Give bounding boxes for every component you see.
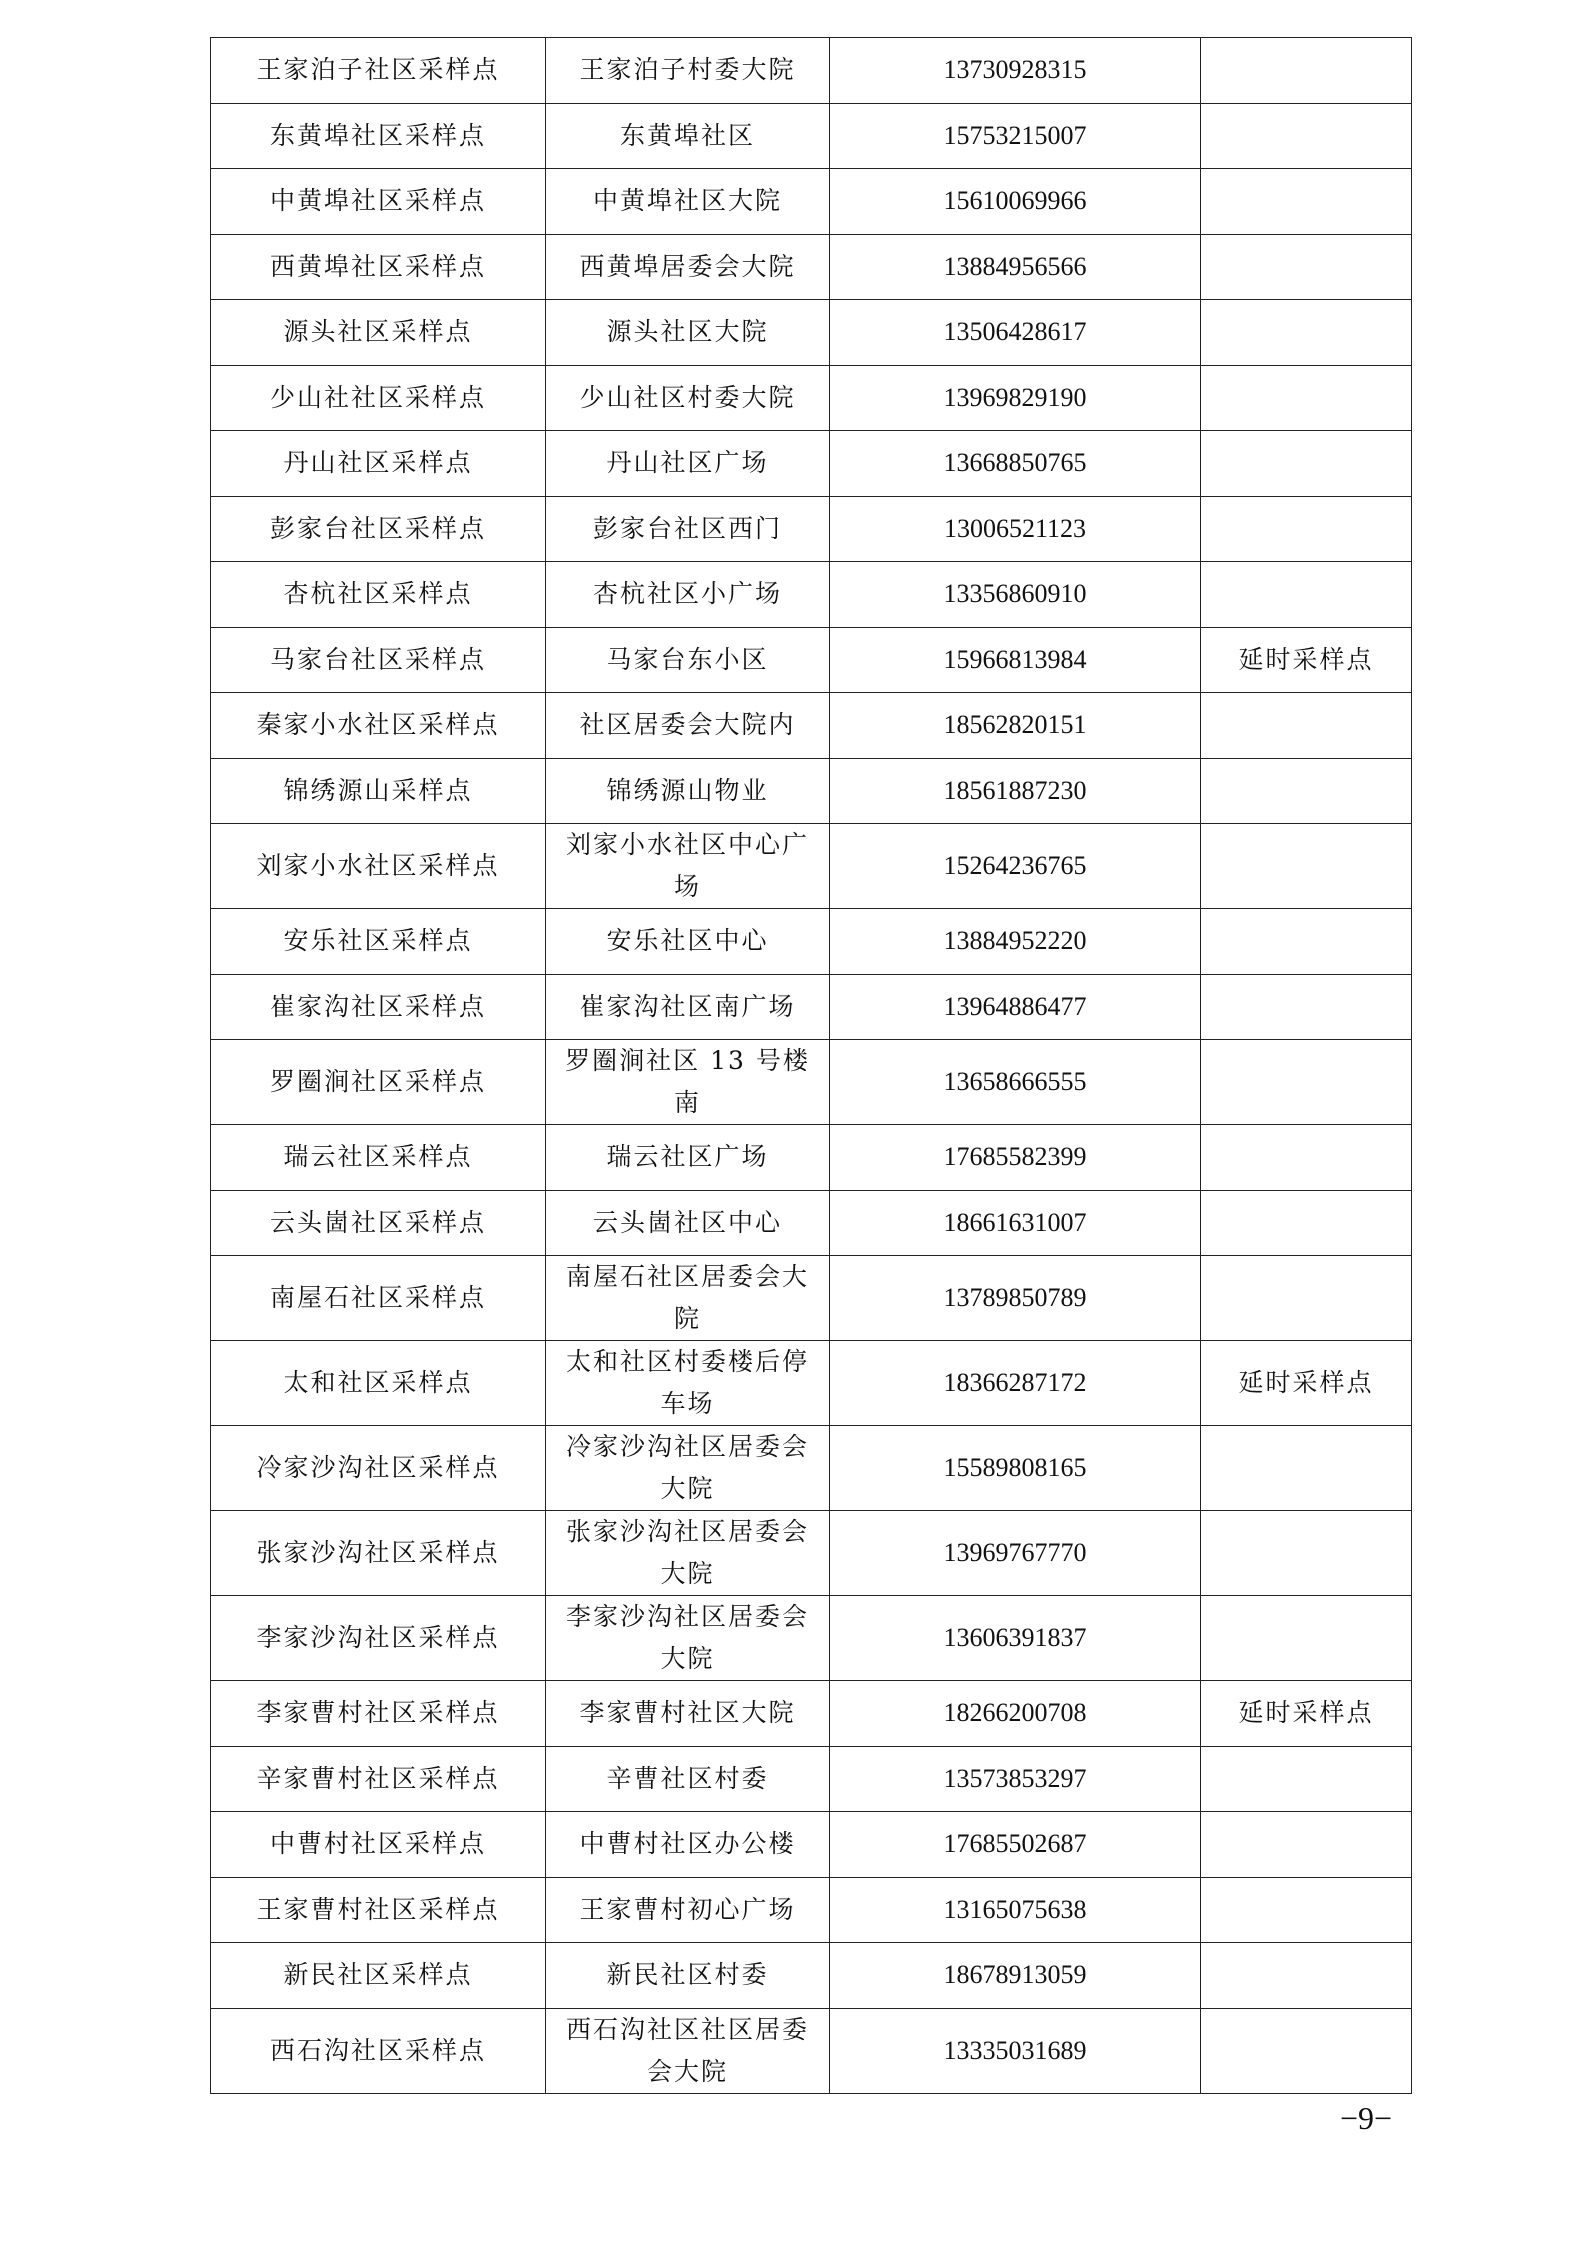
phone-cell: 13969829190 <box>830 365 1201 431</box>
location-cell: 东黄埠社区 <box>546 103 830 169</box>
site-name-cell: 冷家沙沟社区采样点 <box>211 1426 546 1511</box>
location-cell: 罗圈涧社区 13 号楼南 <box>546 1040 830 1125</box>
phone-cell: 13789850789 <box>830 1256 1201 1341</box>
note-cell <box>1201 693 1412 759</box>
site-name-cell: 李家沙沟社区采样点 <box>211 1596 546 1681</box>
location-cell: 中曹村社区办公楼 <box>546 1812 830 1878</box>
location-cell: 云头崮社区中心 <box>546 1190 830 1256</box>
site-name-cell: 南屋石社区采样点 <box>211 1256 546 1341</box>
table-row <box>211 1596 1412 1681</box>
site-name-cell: 太和社区采样点 <box>211 1341 546 1426</box>
table-row <box>211 38 1412 104</box>
location-cell: 冷家沙沟社区居委会大院 <box>546 1426 830 1511</box>
phone-cell: 18561887230 <box>830 758 1201 824</box>
site-name-cell: 刘家小水社区采样点 <box>211 824 546 909</box>
location-cell: 社区居委会大院内 <box>546 693 830 759</box>
note-cell <box>1201 1190 1412 1256</box>
site-name-cell: 秦家小水社区采样点 <box>211 693 546 759</box>
note-cell <box>1201 562 1412 628</box>
phone-cell: 15966813984 <box>830 627 1201 693</box>
phone-cell: 13335031689 <box>830 2008 1201 2093</box>
table-row <box>211 627 1412 693</box>
note-cell <box>1201 1125 1412 1191</box>
table-row <box>211 300 1412 366</box>
phone-cell: 13884952220 <box>830 909 1201 975</box>
site-name-cell: 王家曹村社区采样点 <box>211 1877 546 1943</box>
note-cell: 延时采样点 <box>1201 627 1412 693</box>
location-cell: 源头社区大院 <box>546 300 830 366</box>
site-name-cell: 彭家台社区采样点 <box>211 496 546 562</box>
site-name-cell: 张家沙沟社区采样点 <box>211 1511 546 1596</box>
location-cell: 杏杭社区小广场 <box>546 562 830 628</box>
table-body <box>211 38 1412 2094</box>
location-cell: 南屋石社区居委会大院 <box>546 1256 830 1341</box>
location-cell: 王家泊子村委大院 <box>546 38 830 104</box>
site-name-cell: 王家泊子社区采样点 <box>211 38 546 104</box>
note-cell <box>1201 1943 1412 2009</box>
table-row <box>211 496 1412 562</box>
phone-cell: 13506428617 <box>830 300 1201 366</box>
location-cell: 新民社区村委 <box>546 1943 830 2009</box>
table-row <box>211 974 1412 1040</box>
site-name-cell: 李家曹村社区采样点 <box>211 1681 546 1747</box>
location-cell: 马家台东小区 <box>546 627 830 693</box>
note-cell <box>1201 1511 1412 1596</box>
table-row <box>211 1511 1412 1596</box>
table-row <box>211 1877 1412 1943</box>
phone-cell: 13884956566 <box>830 234 1201 300</box>
phone-cell: 13969767770 <box>830 1511 1201 1596</box>
note-cell <box>1201 1812 1412 1878</box>
site-name-cell: 丹山社区采样点 <box>211 431 546 497</box>
sampling-sites-table <box>210 37 1412 2094</box>
site-name-cell: 崔家沟社区采样点 <box>211 974 546 1040</box>
location-cell: 彭家台社区西门 <box>546 496 830 562</box>
site-name-cell: 源头社区采样点 <box>211 300 546 366</box>
note-cell <box>1201 1040 1412 1125</box>
location-cell: 张家沙沟社区居委会大院 <box>546 1511 830 1596</box>
note-cell <box>1201 365 1412 431</box>
table-row <box>211 1426 1412 1511</box>
table-row <box>211 1943 1412 2009</box>
location-cell: 辛曹社区村委 <box>546 1746 830 1812</box>
phone-cell: 15753215007 <box>830 103 1201 169</box>
site-name-cell: 瑞云社区采样点 <box>211 1125 546 1191</box>
table-row <box>211 103 1412 169</box>
note-cell <box>1201 496 1412 562</box>
phone-cell: 18661631007 <box>830 1190 1201 1256</box>
note-cell <box>1201 974 1412 1040</box>
phone-cell: 13356860910 <box>830 562 1201 628</box>
note-cell <box>1201 300 1412 366</box>
site-name-cell: 安乐社区采样点 <box>211 909 546 975</box>
table-row <box>211 2008 1412 2093</box>
table-row <box>211 1812 1412 1878</box>
note-cell: 延时采样点 <box>1201 1341 1412 1426</box>
note-cell <box>1201 431 1412 497</box>
site-name-cell: 新民社区采样点 <box>211 1943 546 2009</box>
phone-cell: 13668850765 <box>830 431 1201 497</box>
phone-cell: 13658666555 <box>830 1040 1201 1125</box>
note-cell <box>1201 103 1412 169</box>
site-name-cell: 杏杭社区采样点 <box>211 562 546 628</box>
site-name-cell: 中曹村社区采样点 <box>211 1812 546 1878</box>
table-row <box>211 169 1412 235</box>
location-cell: 李家曹村社区大院 <box>546 1681 830 1747</box>
note-cell <box>1201 169 1412 235</box>
note-cell <box>1201 1877 1412 1943</box>
phone-cell: 13165075638 <box>830 1877 1201 1943</box>
table-row <box>211 1341 1412 1426</box>
table-row <box>211 1125 1412 1191</box>
phone-cell: 15589808165 <box>830 1426 1201 1511</box>
location-cell: 李家沙沟社区居委会大院 <box>546 1596 830 1681</box>
location-cell: 中黄埠社区大院 <box>546 169 830 235</box>
phone-cell: 13964886477 <box>830 974 1201 1040</box>
phone-cell: 13606391837 <box>830 1596 1201 1681</box>
table-row <box>211 1256 1412 1341</box>
table-row <box>211 1040 1412 1125</box>
site-name-cell: 中黄埠社区采样点 <box>211 169 546 235</box>
note-cell <box>1201 909 1412 975</box>
phone-cell: 15610069966 <box>830 169 1201 235</box>
site-name-cell: 西石沟社区采样点 <box>211 2008 546 2093</box>
phone-cell: 13573853297 <box>830 1746 1201 1812</box>
note-cell <box>1201 1596 1412 1681</box>
table-row <box>211 431 1412 497</box>
location-cell: 锦绣源山物业 <box>546 758 830 824</box>
table-row <box>211 365 1412 431</box>
phone-cell: 18266200708 <box>830 1681 1201 1747</box>
site-name-cell: 云头崮社区采样点 <box>211 1190 546 1256</box>
note-cell <box>1201 758 1412 824</box>
location-cell: 丹山社区广场 <box>546 431 830 497</box>
site-name-cell: 罗圈涧社区采样点 <box>211 1040 546 1125</box>
note-cell <box>1201 1426 1412 1511</box>
location-cell: 少山社区村委大院 <box>546 365 830 431</box>
table-row <box>211 1190 1412 1256</box>
phone-cell: 18678913059 <box>830 1943 1201 2009</box>
phone-cell: 18562820151 <box>830 693 1201 759</box>
site-name-cell: 少山社社区采样点 <box>211 365 546 431</box>
phone-cell: 15264236765 <box>830 824 1201 909</box>
table-row <box>211 1681 1412 1747</box>
note-cell: 延时采样点 <box>1201 1681 1412 1747</box>
site-name-cell: 锦绣源山采样点 <box>211 758 546 824</box>
note-cell <box>1201 2008 1412 2093</box>
location-cell: 安乐社区中心 <box>546 909 830 975</box>
phone-cell: 13006521123 <box>830 496 1201 562</box>
table-row <box>211 1746 1412 1812</box>
table-row <box>211 234 1412 300</box>
phone-cell: 13730928315 <box>830 38 1201 104</box>
location-cell: 西石沟社区社区居委会大院 <box>546 2008 830 2093</box>
note-cell <box>1201 38 1412 104</box>
phone-cell: 17685582399 <box>830 1125 1201 1191</box>
location-cell: 太和社区村委楼后停车场 <box>546 1341 830 1426</box>
table-row <box>211 758 1412 824</box>
page-number: −9− <box>1340 2100 1393 2136</box>
site-name-cell: 辛家曹村社区采样点 <box>211 1746 546 1812</box>
phone-cell: 18366287172 <box>830 1341 1201 1426</box>
note-cell <box>1201 1256 1412 1341</box>
phone-cell: 17685502687 <box>830 1812 1201 1878</box>
table-row <box>211 909 1412 975</box>
site-name-cell: 马家台社区采样点 <box>211 627 546 693</box>
site-name-cell: 东黄埠社区采样点 <box>211 103 546 169</box>
table-row <box>211 693 1412 759</box>
location-cell: 崔家沟社区南广场 <box>546 974 830 1040</box>
note-cell <box>1201 824 1412 909</box>
location-cell: 王家曹村初心广场 <box>546 1877 830 1943</box>
table-row <box>211 824 1412 909</box>
location-cell: 瑞云社区广场 <box>546 1125 830 1191</box>
site-name-cell: 西黄埠社区采样点 <box>211 234 546 300</box>
table-row <box>211 562 1412 628</box>
location-cell: 西黄埠居委会大院 <box>546 234 830 300</box>
location-cell: 刘家小水社区中心广场 <box>546 824 830 909</box>
note-cell <box>1201 234 1412 300</box>
note-cell <box>1201 1746 1412 1812</box>
